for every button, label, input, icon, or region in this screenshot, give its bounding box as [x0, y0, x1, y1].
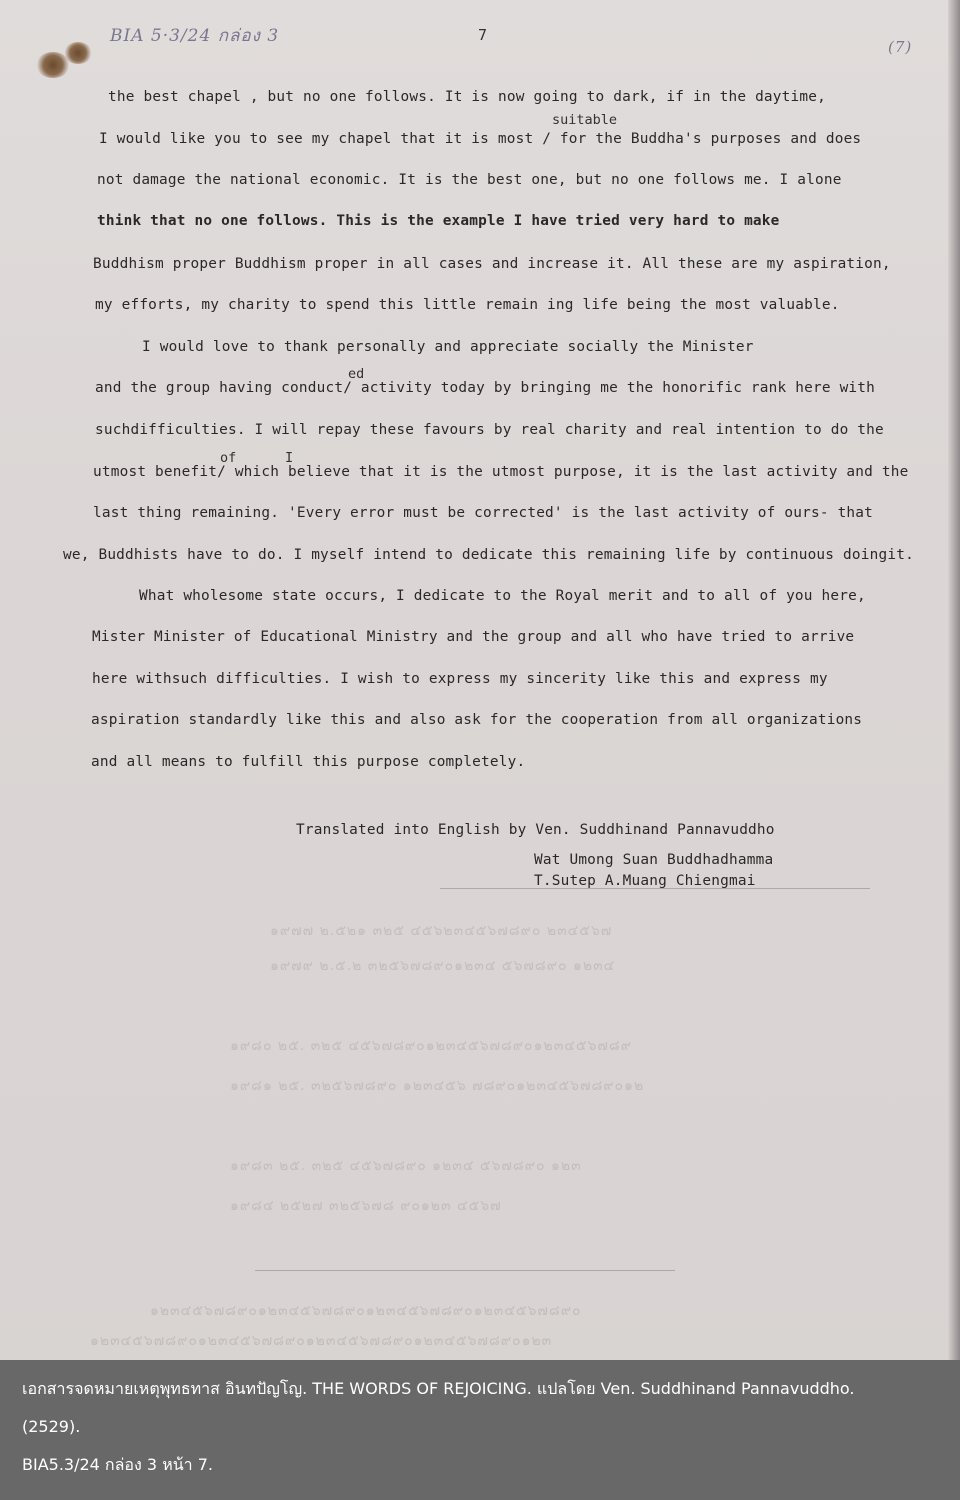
- interlinear-of: of: [220, 450, 237, 466]
- corner-handwritten-mark: (7): [888, 38, 913, 56]
- stain-mark: [64, 42, 92, 64]
- bleed-through-text: ๑๙๘๑ ๒๕. ๓๒๕๖๗๘๙๐ ๑๒๓๔๕๖ ๗๘๙๐๑๒๓๔๕๖๗๘๙๐๑๒: [230, 1078, 645, 1094]
- body-line-16: aspiration standardly like this and also ask for the cooperation from all organizations: [91, 712, 863, 728]
- body-line-2: I would like you to see my chapel that it is most / for the Buddha's purposes and does: [99, 131, 862, 147]
- caption-line-1: เอกสารจดหมายเหตุพุทธทาส อินทปัญโญ. THE WORDS OF REJOICING. แปลโดย Ven. Suddhinand Pannavuddho.: [22, 1379, 855, 1398]
- bleed-through-text: ๑๙๗๙ ๒.๕.๒ ๓๒๕๖๗๘๙๐๑๒๓๔ ๕๖๗๘๙๐ ๑๒๓๔: [270, 958, 616, 974]
- body-line-7: I would love to thank personally and appreciate socially the Minister: [142, 339, 754, 355]
- bleed-through-rule: [255, 1270, 675, 1271]
- body-line-6: my efforts, my charity to spend this little remain ing life being the most valuable.: [95, 297, 840, 313]
- bleed-through-text: ๑๙๘๔ ๒๕๒๗ ๓๒๕๖๗๘ ๙๐๑๒๓ ๔๕๖๗: [230, 1198, 502, 1214]
- bleed-through-text: ๑๒๓๔๕๖๗๘๙๐๑๒๓๔๕๖๗๘๙๐๑๒๓๔๕๖๗๘๙๐๑๒๓๔๕๖๗๘๙๐: [150, 1303, 582, 1319]
- interlinear-i: I: [285, 450, 294, 466]
- body-line-11: last thing remaining. 'Every error must be corrected' is the last activity of ours- that: [93, 505, 874, 521]
- body-line-4: think that no one follows. This is the example I have tried very hard to make: [97, 213, 780, 229]
- body-line-14: Mister Minister of Educational Ministry and the group and all who have tried to arrive: [92, 629, 855, 645]
- body-line-1: the best chapel , but no one follows. It is now going to dark, if in the daytime,: [108, 89, 826, 105]
- archive-handwritten-mark: BIA 5·3/24 กล่อง 3: [110, 26, 280, 46]
- body-line-9: suchdifficulties. I will repay these favours by real charity and real intention to do the: [95, 422, 884, 438]
- page-edge-shadow: [948, 0, 960, 1360]
- interlinear-suitable: suitable: [552, 112, 618, 128]
- body-line-5: Buddhism proper Buddhism proper in all cases and increase it. All these are my aspiration,: [93, 256, 891, 272]
- caption-line-3: BIA5.3/24 กล่อง 3 หน้า 7.: [22, 1455, 214, 1474]
- body-line-12: we, Buddhists have to do. I myself intend to dedicate this remaining life by continuous doingit.: [63, 547, 914, 563]
- address-line-2: T.Sutep A.Muang Chiengmai: [534, 873, 756, 889]
- bleed-through-text: ๑๙๘๐ ๒๕. ๓๒๕ ๔๕๖๗๘๙๐๑๒๓๔๕๖๗๘๙๐๑๒๓๔๕๖๗๘๙: [230, 1038, 632, 1054]
- body-line-15: here withsuch difficulties. I wish to express my sincerity like this and express my: [92, 671, 828, 687]
- address-line-1: Wat Umong Suan Buddhadhamma: [534, 852, 774, 868]
- body-line-3: not damage the national economic. It is the best one, but no one follows me. I alone: [97, 172, 842, 188]
- page-number: 7: [478, 26, 488, 44]
- bleed-through-text: ๑๙๘๓ ๒๕. ๓๒๕ ๔๕๖๗๘๙๐ ๑๒๓๔ ๕๖๗๘๙๐ ๑๒๓: [230, 1158, 582, 1174]
- body-line-13: What wholesome state occurs, I dedicate to the Royal merit and to all of you here,: [139, 588, 866, 604]
- bleed-through-text: ๑๙๗๗ ๒.๕๒๑ ๓๒๕ ๔๕๖๒๓๔๕๖๗๘๙๐ ๒๓๔๕๖๗: [270, 923, 613, 939]
- body-line-17: and all means to fulfill this purpose completely.: [91, 754, 526, 770]
- image-caption-bar: [0, 1360, 960, 1500]
- interlinear-ed: ed: [348, 366, 365, 382]
- bleed-through-text: ๑๒๓๔๕๖๗๘๙๐๑๒๓๔๕๖๗๘๙๐๑๒๓๔๕๖๗๘๙๐๑๒๓๔๕๖๗๘๙๐๑๒๓: [90, 1333, 553, 1349]
- caption-line-2: (2529).: [22, 1417, 81, 1436]
- body-line-8: and the group having conduct/ activity today by bringing me the honorific rank here with: [95, 380, 876, 396]
- translator-credit: Translated into English by Ven. Suddhinand Pannavuddho: [296, 822, 775, 838]
- body-line-10: utmost benefit/ which believe that it is the utmost purpose, it is the last activity and the: [93, 464, 909, 480]
